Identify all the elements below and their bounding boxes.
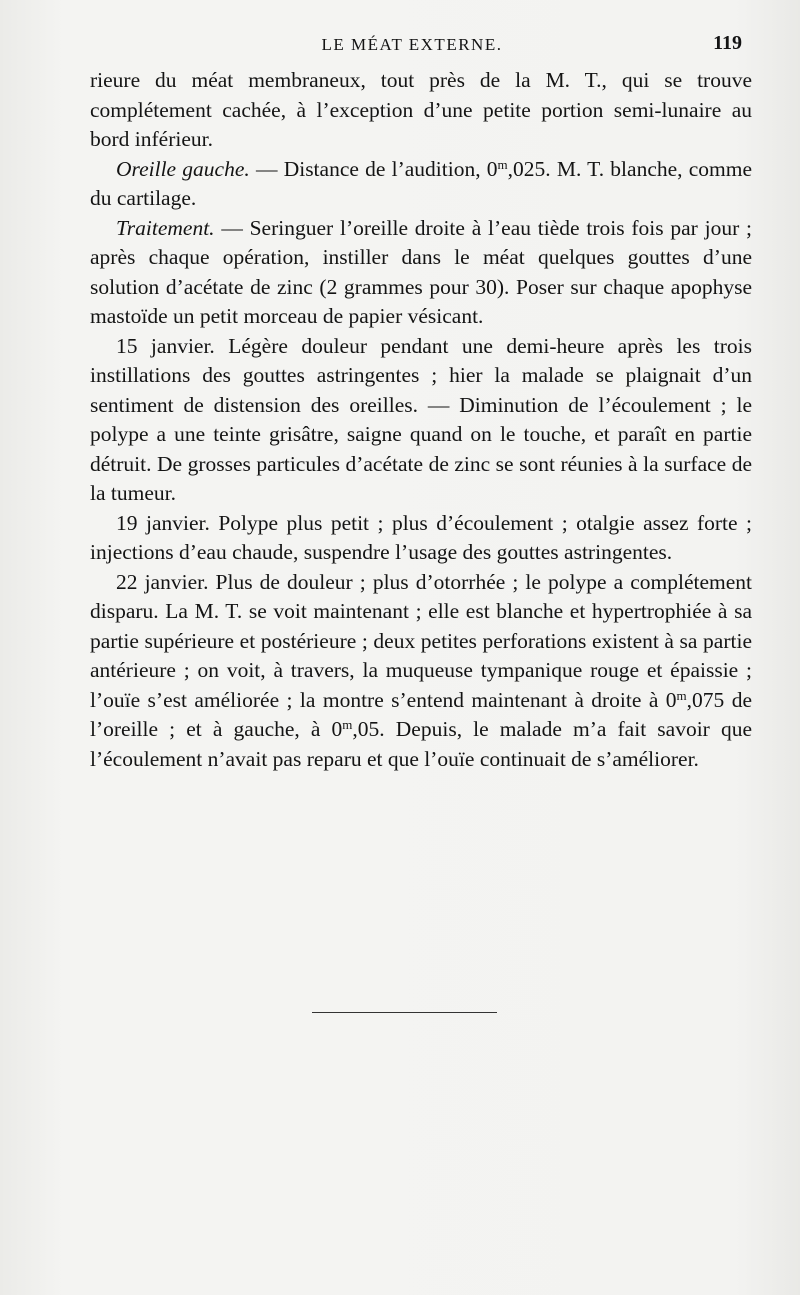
unit-superscript: m [497,156,508,172]
paragraph-continuation: rieure du méat membraneux, tout près de la M. T., qui se trouve complétement cachée, à l’exception d’une petite portion semi-lunaire au bord inférieur. [90,68,752,151]
page-header [82,30,742,60]
paragraph-text: ,05. Depuis, le malade m’a fait savoir que l’écoulement n’avait pas reparu et que l’ouïe continuait de s’améliorer. [90,717,752,771]
paragraph-label: Traitement. [116,215,215,240]
page-number: 119 [713,32,742,54]
paragraph-jan-15: 15 janvier. Légère douleur pendant une demi-heure après les trois instillations des gouttes astringentes ; hier la malade se plaignait d’un sentiment de distension des oreilles. — Diminution de l’écoulement ; le polype a une teinte grisâtre, saigne quand on le touche, et paraît en partie détruit. De grosses particules d’acétate de zinc se sont réunies à la surface de la tumeur. [90,333,752,505]
paragraph-jan-19: 19 janvier. Polype plus petit ; plus d’écoulement ; otalgie assez forte ; injections d’eau chaude, suspendre l’usage des gouttes astringentes. [90,510,752,564]
paragraph-jan-22 [90,568,752,775]
paragraph-text: ,075 de l’oreille ; et à gauche, à 0 [90,687,752,741]
unit-superscript: m [676,687,687,703]
paragraph-treatment [90,214,752,332]
paragraph-left-ear [90,155,752,214]
body-text [90,66,752,774]
paragraph-text: ,025. M. T. blanche, comme du cartilage. [90,156,753,210]
unit-superscript: m [342,717,353,732]
running-title: LE MÉAT EXTERNE. [321,35,503,54]
paragraph-label: Oreille gauche. [116,156,250,181]
section-divider [312,1012,497,1013]
paragraph-text: 22 janvier. Plus de douleur ; plus d’otorrhée ; le polype a complétement disparu. La M. T. se voit maintenant ; elle est blanche et hypertrophiée à sa partie supérieure et postérieure ; deux petites perforations existent à sa partie antérieure ; on voit, à travers, la muqueuse tympanique rouge et épaissie ; l’ouïe s’est améliorée ; la montre s’entend maintenant à droite à 0 [90,569,752,712]
paragraph-text: — Distance de l’audition, 0 [249,156,498,181]
paragraph-text: — Seringuer l’oreille droite à l’eau tiède trois fois par jour ; après chaque opération, instiller dans le méat quelques gouttes d’une solution d’acétate de zinc (2 grammes pour 30). Poser sur chaque apophyse mastoïde un petit morceau de papier vésicant. [90,215,752,328]
